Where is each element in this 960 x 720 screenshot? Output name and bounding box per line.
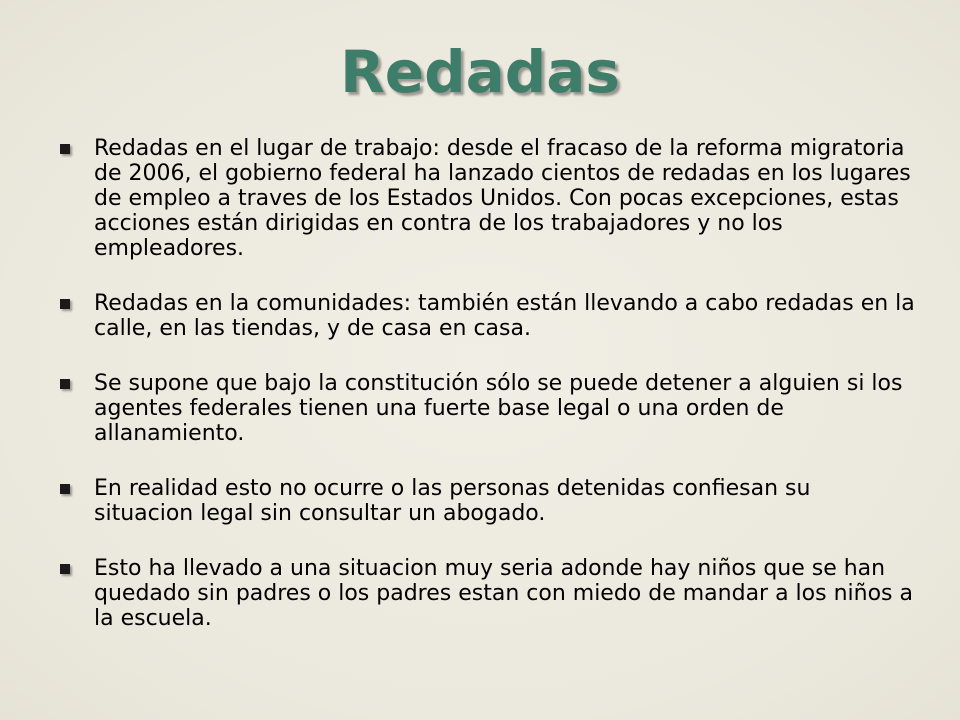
slide-title: Redadas <box>340 38 620 106</box>
bullet-text: Esto ha llevado a una situacion muy seria adonde hay niños que se han quedado sin padres o los padres estan con miedo de mandar a los niños a la escuela. <box>94 556 913 631</box>
bullet-text: Redadas en el lugar de trabajo: desde el fracaso de la reforma migratoria de 2006, el gobierno federal ha lanzado cientos de redadas en los lugares de empleo a traves de los Estados Unidos. Con pocas excepciones, estas acciones están dirigidas en contra de los trabajadores y no los empleadores. <box>94 136 911 261</box>
bullet-item <box>56 371 916 446</box>
bullet-item <box>56 291 916 341</box>
bullet-list <box>56 136 916 661</box>
square-bullet-icon <box>60 484 70 494</box>
bullet-text: Redadas en la comunidades: también están llevando a cabo redadas en la calle, en las tiendas, y de casa en casa. <box>94 291 915 341</box>
square-bullet-icon <box>60 379 70 389</box>
bullet-item <box>56 136 916 261</box>
bullet-item <box>56 476 916 526</box>
bullet-text: Se supone que bajo la constitución sólo se puede detener a alguien si los agentes federales tienen una fuerte base legal o una orden de allanamiento. <box>94 371 903 446</box>
bullet-text: En realidad esto no ocurre o las personas detenidas confiesan su situacion legal sin consultar un abogado. <box>94 476 811 526</box>
square-bullet-icon <box>60 144 70 154</box>
bullet-item <box>56 556 916 631</box>
square-bullet-icon <box>60 299 70 309</box>
square-bullet-icon <box>60 564 70 574</box>
